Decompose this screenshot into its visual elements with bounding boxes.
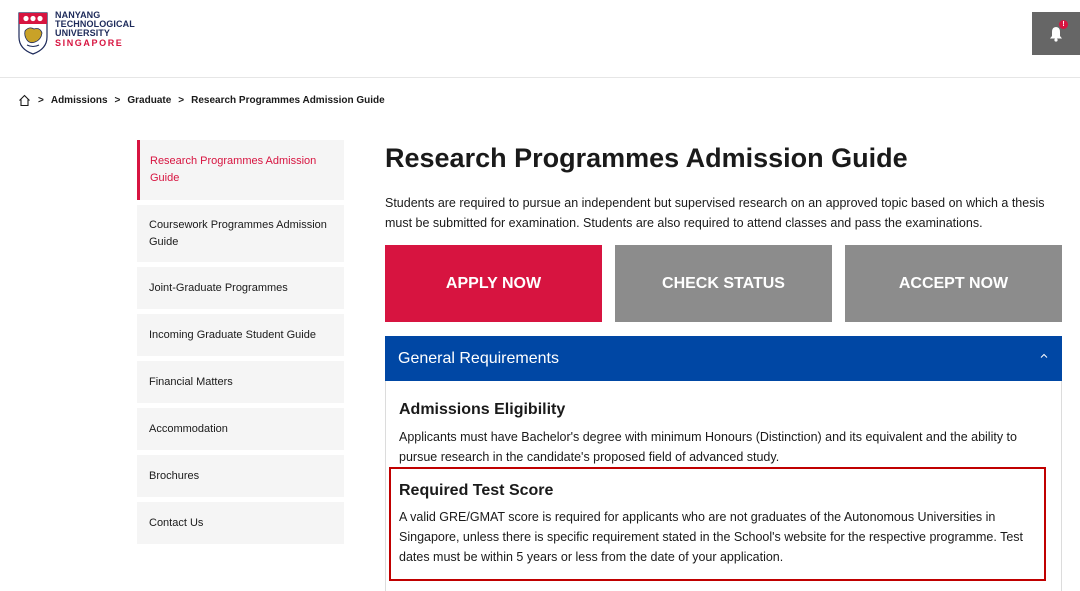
sidebar-item-contact-us[interactable] — [137, 502, 344, 544]
logo-line-1: NANYANG — [55, 10, 101, 20]
logo-line-2: TECHNOLOGICAL — [55, 19, 135, 29]
logo-line-4: SINGAPORE — [55, 38, 124, 48]
page-title: Research Programmes Admission Guide — [385, 143, 908, 173]
chevron-up-icon[interactable] — [1038, 350, 1050, 362]
sidebar-item-label: Accommodation — [149, 422, 228, 435]
accordion-general-requirements[interactable] — [385, 336, 1062, 381]
sidebar-item-label: Contact Us — [149, 516, 204, 529]
apply-now-button[interactable]: APPLY NOW — [385, 245, 602, 322]
notification-badge: ! — [1059, 20, 1068, 29]
breadcrumb-graduate[interactable]: Graduate — [127, 94, 172, 106]
section-heading: Admissions Eligibility — [399, 401, 566, 418]
sidebar-item-financial-matters[interactable] — [137, 361, 344, 403]
breadcrumb-separator: > — [114, 94, 121, 106]
sidebar-item-accommodation[interactable] — [137, 408, 344, 450]
sidebar-item-label: Coursework Programmes Admission Guide — [149, 218, 327, 248]
breadcrumb-current-page[interactable]: Research Programmes Admission Guide — [191, 94, 385, 106]
ntu-logo[interactable] — [17, 11, 135, 55]
breadcrumb-separator: > — [38, 94, 44, 106]
highlight-annotation-box — [389, 467, 1046, 581]
sidebar-item-joint-graduate[interactable] — [137, 267, 344, 309]
sidebar-item-label: Incoming Graduate Student Guide — [149, 328, 316, 341]
ntu-crest-icon — [17, 11, 49, 55]
breadcrumb-separator: > — [178, 94, 185, 106]
section-text: A valid GRE/GMAT score is required for applicants who are not graduates of the Autonomous Universities in Singapore, unless there is specific requirement stated in the School's website for the respective programme. Test dates must be within 5 years or less from the date of your application. — [399, 510, 1023, 564]
accordion-title: General Requirements — [398, 349, 559, 367]
check-status-button[interactable]: CHECK STATUS — [615, 245, 832, 322]
breadcrumb — [18, 92, 385, 108]
sidebar-item-incoming-student-guide[interactable] — [137, 314, 344, 356]
intro-text: Students are required to pursue an independent but supervised research on an approved topic based on which a thesis must be submitted for examination. Students are also required to attend classes and pass the examinations. — [385, 196, 1045, 230]
sidebar-item-brochures[interactable] — [137, 455, 344, 497]
sidebar-nav — [137, 140, 344, 549]
sidebar-item-label: Joint-Graduate Programmes — [149, 281, 288, 294]
section-heading: Required Test Score — [399, 482, 554, 499]
logo-line-3: UNIVERSITY — [55, 28, 111, 38]
logo-wordmark — [55, 11, 135, 48]
sidebar-item-label: Brochures — [149, 469, 200, 482]
accept-now-button[interactable]: ACCEPT NOW — [845, 245, 1062, 322]
sidebar-item-research-programmes[interactable] — [137, 140, 344, 200]
sidebar-item-label: Research Programmes Admission Guide — [150, 155, 317, 184]
sidebar-item-coursework-programmes[interactable] — [137, 205, 344, 262]
section-text: Applicants must have Bachelor's degree with minimum Honours (Distinction) and its equivalent and the ability to pursue research in the candidate's proposed field of advanced study. — [399, 430, 1017, 464]
breadcrumb-admissions[interactable]: Admissions — [50, 94, 108, 106]
site-header — [0, 0, 1080, 78]
home-icon[interactable] — [18, 94, 31, 107]
sidebar-item-label: Financial Matters — [149, 375, 233, 388]
notification-button[interactable] — [1032, 12, 1080, 55]
